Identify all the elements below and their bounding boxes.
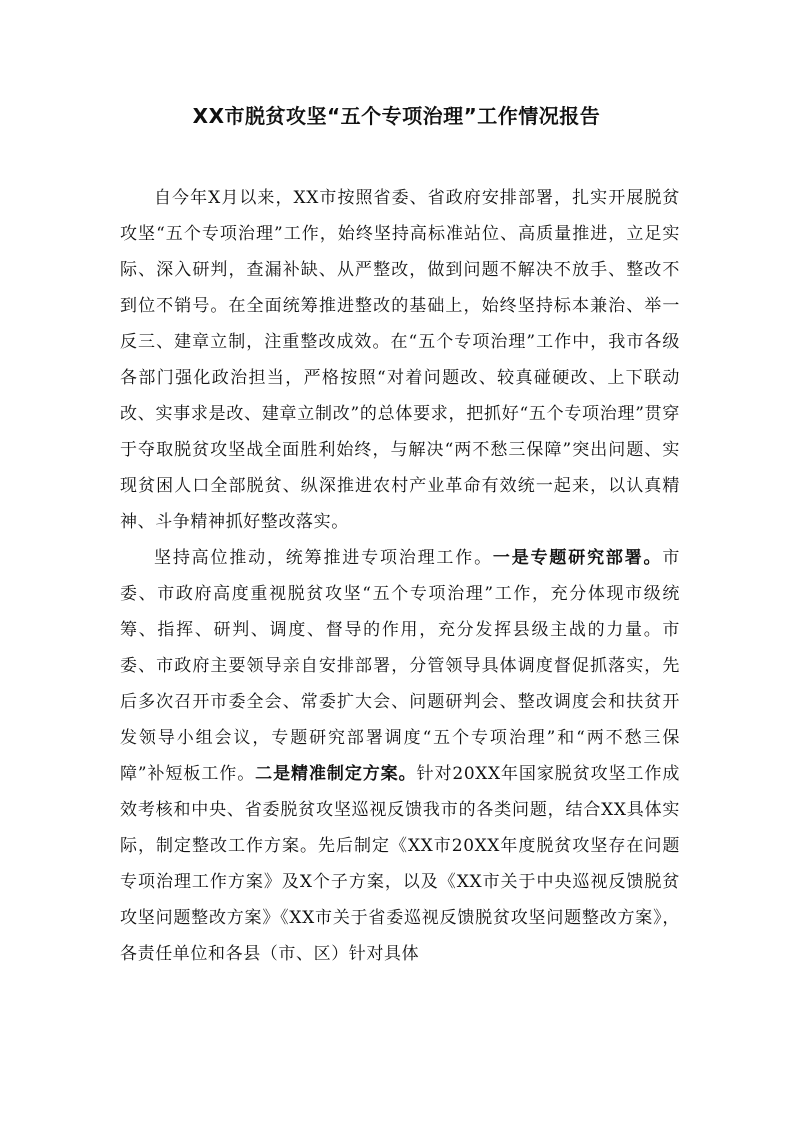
point-two-heading: 二是精准制定方案。 bbox=[255, 764, 417, 784]
paragraph-high-level-push bbox=[120, 540, 680, 972]
paragraph-lead-sentence: 坚持高位推动，统筹推进专项治理工作。 bbox=[154, 548, 493, 568]
point-one-heading: 一是专题研究部署。 bbox=[492, 548, 663, 568]
document-body bbox=[120, 180, 680, 972]
point-one-text: 市委、市政府高度重视脱贫攻坚“五个专项治理”工作，充分体现市级统筹、指挥、研判、调度、督导的作用，充分发挥县级主战的力量。市委、市政府主要领导亲自安排部署，分管领导具体调度督促抓落实，先后多次召开市委全会、常委扩大会、问题研判会、整改调度会和扶贫开发领导小组会议，专题研究部署调度“五个专项治理”和“两不愁三保障”补短板工作。 bbox=[120, 548, 680, 784]
paragraph-intro: 自今年X月以来，XX市按照省委、省政府安排部署，扎实开展脱贫攻坚“五个专项治理”工作，始终坚持高标准站位、高质量推进，立足实际、深入研判，查漏补缺、从严整改，做到问题不解决不放手、整改不到位不销号。在全面统筹推进整改的基础上，始终坚持标本兼治、举一反三、建章立制，注重整改成效。在“五个专项治理”工作中，我市各级各部门强化政治担当，严格按照“对着问题改、较真碰硬改、上下联动改、实事求是改、建章立制改”的总体要求，把抓好“五个专项治理”贯穿于夺取脱贫攻坚战全面胜利始终，与解决“两不愁三保障”突出问题、实现贫困人口全部脱贫、纵深推进农村产业革命有效统一起来，以认真精神、斗争精神抓好整改落实。 bbox=[120, 188, 680, 532]
point-two-text: 针对20XX年国家脱贫攻坚工作成效考核和中央、省委脱贫攻坚巡视反馈我市的各类问题，结合XX具体实际，制定整改工作方案。先后制定《XX市20XX年度脱贫攻坚存在问题专项治理工作方案》及X个子方案，以及《XX市关于中央巡视反馈脱贫攻坚问题整改方案》《XX市关于省委巡视反馈脱贫攻坚问题整改方案》，各责任单位和各县（市、区）针对具体 bbox=[120, 764, 680, 964]
document-title: XX市脱贫攻坚“五个专项治理”工作情况报告 bbox=[192, 104, 601, 128]
